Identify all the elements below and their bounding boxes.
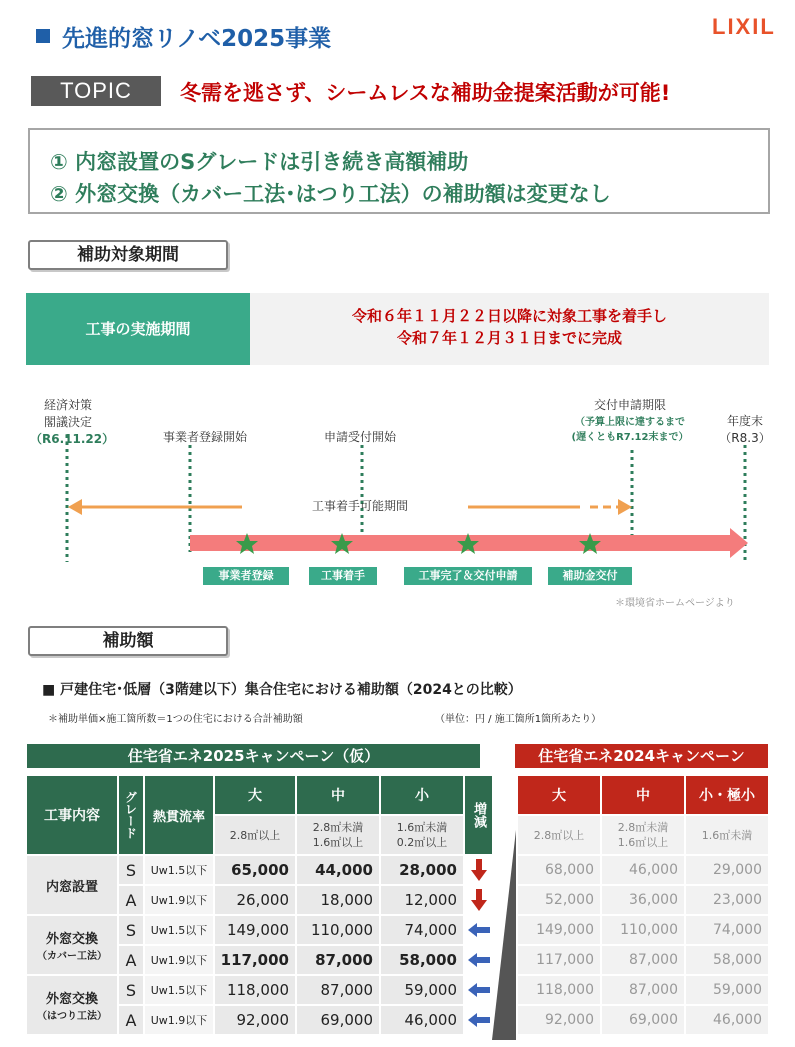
value-medium: 69,000 [297, 1006, 379, 1034]
grade-cell: S [119, 916, 143, 944]
uw-cell: Uw1.5以下 [145, 856, 213, 884]
grade-cell: A [119, 886, 143, 914]
old-size-medium: 2.8㎡未満 1.6㎡以上 [602, 816, 684, 854]
old-value-small: 29,000 [686, 856, 768, 884]
key-point-2: ② 外窓交換（カバー工法･はつり工法）の補助額は変更なし [50, 182, 611, 206]
grade-cell: S [119, 856, 143, 884]
campaign-2025-banner: 住宅省エネ2025キャンペーン（仮） [27, 744, 480, 768]
old-value-medium: 110,000 [602, 916, 684, 944]
uw-cell: Uw1.9以下 [145, 1006, 213, 1034]
old-value-medium: 69,000 [602, 1006, 684, 1034]
value-large: 149,000 [215, 916, 295, 944]
col-header-work: 工事内容 [27, 776, 117, 854]
milestone-fiscal-year-end: 年度末 （R8.3） [719, 414, 771, 445]
old-size-small: 1.6㎡未満 [686, 816, 768, 854]
value-large: 92,000 [215, 1006, 295, 1034]
old-value-medium: 36,000 [602, 886, 684, 914]
uw-cell: Uw1.9以下 [145, 886, 213, 914]
uw-cell: Uw1.5以下 [145, 976, 213, 1004]
old-col-header-small: 小・極小 [686, 776, 768, 814]
construction-period-label: 工事着手可能期間 [311, 499, 408, 513]
key-points-box [28, 128, 770, 214]
amount-unit-note: （単位：円 / 施工箇所1箇所あたり） [435, 714, 602, 725]
old-col-header-large: 大 [518, 776, 600, 814]
value-medium: 87,000 [297, 946, 379, 974]
milestone-registration-start: 事業者登録開始 [162, 430, 247, 444]
old-value-small: 46,000 [686, 1006, 768, 1034]
col-header-large: 大 [215, 776, 295, 814]
old-value-medium: 46,000 [602, 856, 684, 884]
value-medium: 18,000 [297, 886, 379, 914]
comparison-connector [488, 830, 518, 1040]
value-large: 65,000 [215, 856, 295, 884]
old-value-small: 74,000 [686, 916, 768, 944]
value-medium: 44,000 [297, 856, 379, 884]
value-small: 59,000 [381, 976, 463, 1004]
group-cover-method: 外窓交換 （カバー工法） [27, 916, 117, 974]
page-title: 先進的窓リノベ2025事業 [62, 26, 332, 52]
value-medium: 87,000 [297, 976, 379, 1004]
old-value-small: 23,000 [686, 886, 768, 914]
col-header-change: 増減 [465, 776, 492, 854]
title-bullet [36, 29, 50, 43]
col-header-medium: 中 [297, 776, 379, 814]
milestone-application-start: 申請受付開始 [323, 430, 396, 444]
range-arrow-right-head [618, 499, 632, 515]
step-construction-start: 工事着手 [309, 567, 377, 585]
grade-cell: S [119, 976, 143, 1004]
decrease-arrow-icon [465, 856, 492, 884]
amount-note: ＊補助単価×施工箇所数＝1つの住宅における合計補助額 [48, 714, 303, 725]
col-header-small: 小 [381, 776, 463, 814]
size-large: 2.8㎡以上 [215, 816, 295, 854]
period-label: 工事の実施期間 [26, 293, 250, 365]
milestone-application-deadline: 交付申請期限 （予算上限に達するまで (遅くともR7.12末まで） [571, 398, 689, 443]
unchanged-arrow-icon [465, 946, 492, 974]
period-description [250, 305, 769, 349]
step-subsidy-payment: 補助金交付 [548, 567, 632, 585]
old-value-small: 59,000 [686, 976, 768, 1004]
old-value-medium: 87,000 [602, 976, 684, 1004]
old-value-large: 68,000 [518, 856, 600, 884]
grade-cell: A [119, 946, 143, 974]
unchanged-arrow-icon [465, 1006, 492, 1034]
old-value-large: 92,000 [518, 1006, 600, 1034]
col-header-grade: グレード [119, 776, 143, 854]
size-medium: 2.8㎡未満 1.6㎡以上 [297, 816, 379, 854]
decrease-arrow-icon [465, 886, 492, 914]
value-small: 28,000 [381, 856, 463, 884]
period-line-2: 令和７年１２月３１日までに完成 [396, 329, 622, 347]
key-point-1: ① 内窓設置のSグレードは引き続き高額補助 [50, 150, 469, 174]
col-header-uw: 熱貫流率 [145, 776, 213, 854]
old-col-header-medium: 中 [602, 776, 684, 814]
unchanged-arrow-icon [465, 976, 492, 1004]
old-value-large: 52,000 [518, 886, 600, 914]
uw-cell: Uw1.5以下 [145, 916, 213, 944]
value-large: 26,000 [215, 886, 295, 914]
milestone-cabinet-decision: 経済対策 閣議決定 （R6.11.22） [30, 398, 115, 446]
value-small: 74,000 [381, 916, 463, 944]
value-small: 46,000 [381, 1006, 463, 1034]
unchanged-arrow-icon [465, 916, 492, 944]
old-value-large: 118,000 [518, 976, 600, 1004]
range-arrow-left-head [68, 499, 82, 515]
source-note: ＊環境省ホームページより [615, 598, 735, 609]
step-completion-application: 工事完了＆交付申請 [404, 567, 532, 585]
topic-headline: 冬需を逃さず、シームレスな補助金提案活動が可能! [180, 81, 671, 105]
group-hatsuri-method: 外窓交換 （はつり工法） [27, 976, 117, 1034]
amount-heading: ■ 戸建住宅･低層（3階建以下）集合住宅における補助額（2024との比較） [42, 682, 522, 698]
amount-section-label: 補助額 [28, 626, 228, 656]
lixil-logo: LIXIL [712, 14, 776, 39]
uw-cell: Uw1.9以下 [145, 946, 213, 974]
value-medium: 110,000 [297, 916, 379, 944]
group-inner-window: 内窓設置 [27, 856, 117, 914]
period-section-label: 補助対象期間 [28, 240, 228, 270]
campaign-2024-banner: 住宅省エネ2024キャンペーン [515, 744, 768, 768]
value-large: 117,000 [215, 946, 295, 974]
value-small: 58,000 [381, 946, 463, 974]
grade-cell: A [119, 1006, 143, 1034]
topic-badge: TOPIC [31, 76, 161, 106]
step-business-registration: 事業者登録 [203, 567, 289, 585]
value-small: 12,000 [381, 886, 463, 914]
main-timeline-arrowhead [730, 528, 748, 558]
old-value-large: 117,000 [518, 946, 600, 974]
old-value-medium: 87,000 [602, 946, 684, 974]
period-line-1: 令和６年１１月２２日以降に対象工事を着手し [351, 307, 667, 325]
old-value-small: 58,000 [686, 946, 768, 974]
size-small: 1.6㎡未満 0.2㎡以上 [381, 816, 463, 854]
value-large: 118,000 [215, 976, 295, 1004]
old-value-large: 149,000 [518, 916, 600, 944]
old-size-large: 2.8㎡以上 [518, 816, 600, 854]
